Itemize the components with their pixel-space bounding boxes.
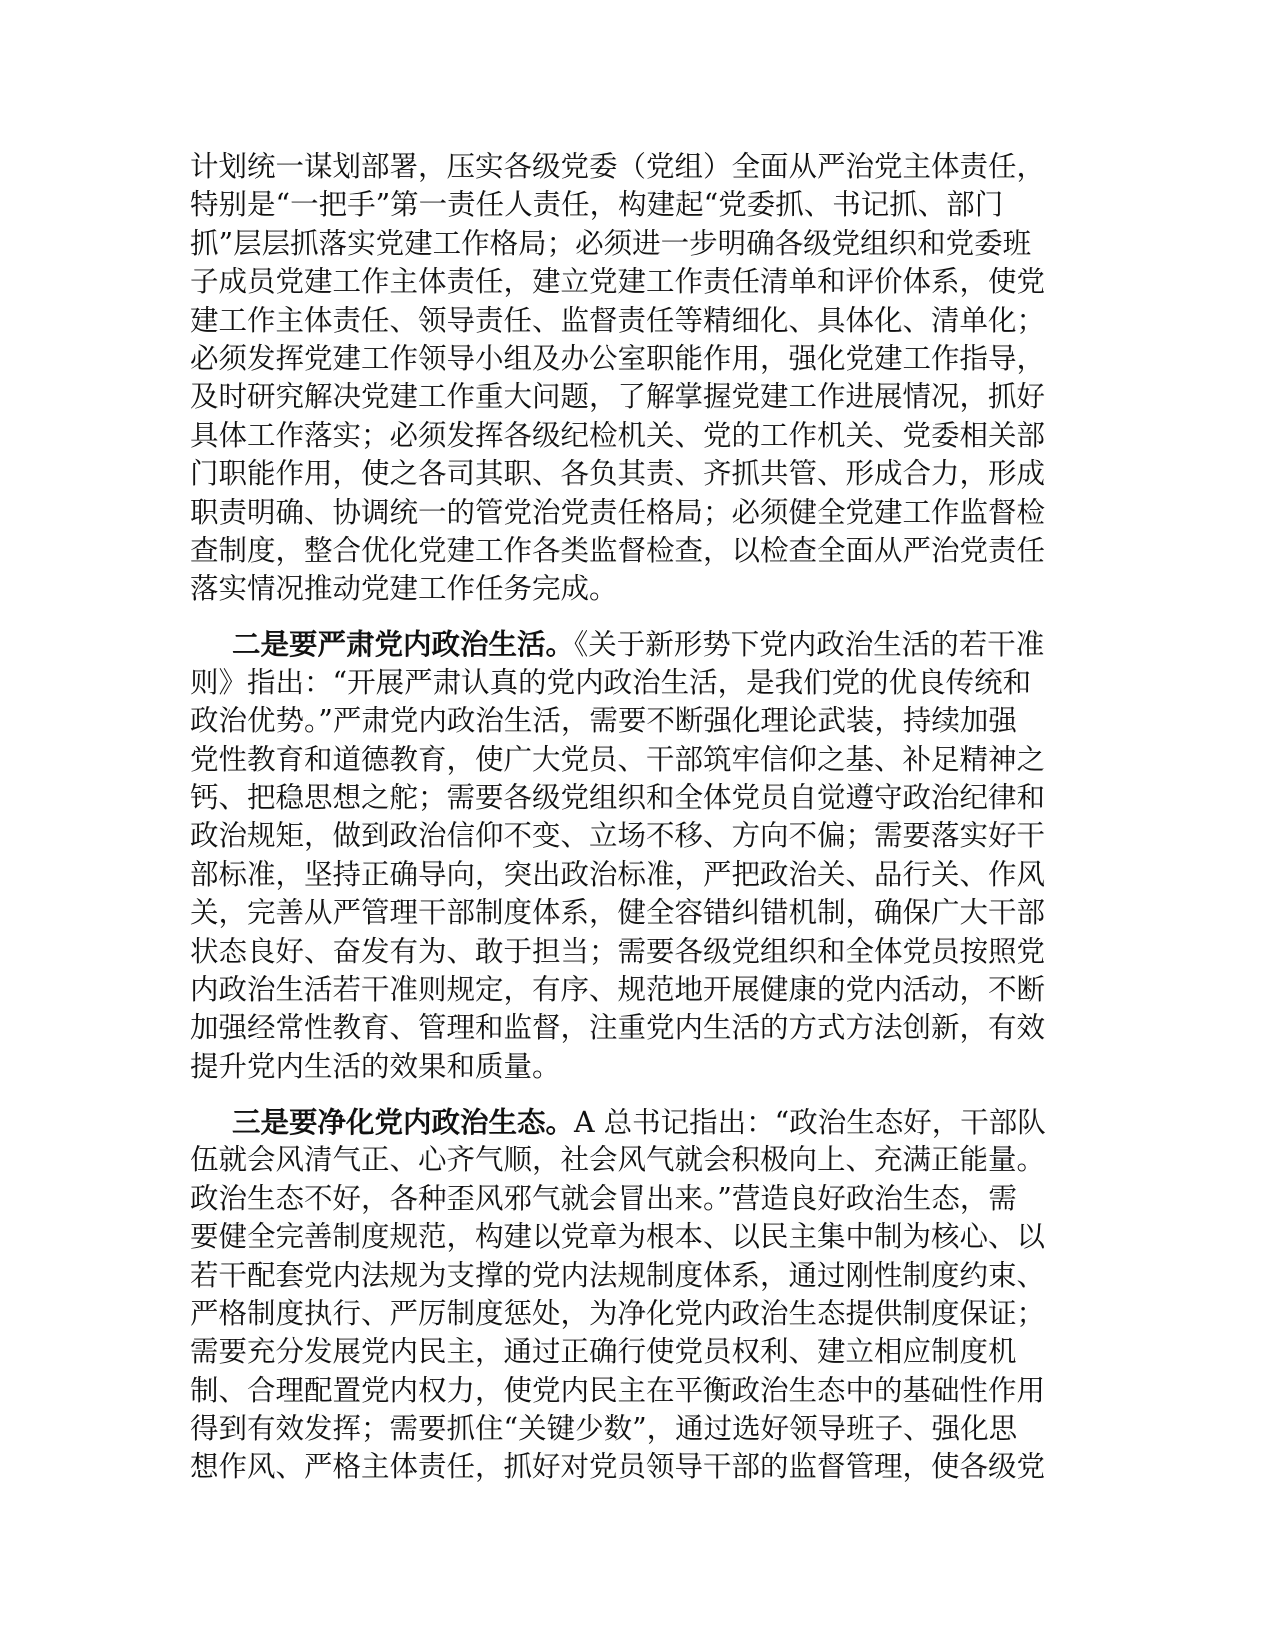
text-line: 职责明确、协调统一的管党治党责任格局；必须健全党建工作监督检 [190,495,1046,529]
text-line [190,1103,1090,1141]
text-line: 得到有效发挥；需要抓住“关键少数”，通过选好领导班子、强化思 [190,1412,1018,1446]
text-line: 建工作主体责任、领导责任、监督责任等精细化、具体化、清单化； [190,303,1046,337]
paragraph-2 [190,625,1090,1086]
text-line: 政治规矩，做到政治信仰不变、立场不移、方向不偏；需要落实好干 [190,819,1046,853]
paragraph-3 [190,1103,1090,1487]
text-line: 加强经常性教育、管理和监督，注重党内生活的方式方法创新，有效 [190,1011,1046,1045]
text-line: 若干配套党内法规为支撑的党内法规制度体系，通过刚性制度约束、 [190,1258,1046,1292]
text-line: 要健全完善制度规范，构建以党章为根本、以民主集中制为核心、以 [190,1220,1046,1254]
document-body [190,148,1090,1487]
text-line: 制、合理配置党内权力，使党内民主在平衡政治生态中的基础性作用 [190,1373,1046,1407]
text-line: 状态良好、奋发有为、敢于担当；需要各级党组织和全体党员按照党 [190,934,1046,968]
text-line: 党性教育和道德教育，使广大党员、干部筑牢信仰之基、补足精神之 [190,742,1046,776]
text-run: 《关于新形势下党内政治生活的若干准 [574,628,1045,662]
text-line: 具体工作落实；必须发挥各级纪检机关、党的工作机关、党委相关部 [190,418,1046,452]
text-line: 伍就会风清气正、心齐气顺，社会风气就会积极向上、充满正能量。 [190,1143,1046,1177]
text-line: 提升党内生活的效果和质量。 [190,1049,561,1083]
text-line: 政治优势。”严肃党内政治生活，需要不断强化理论武装，持续加强 [190,704,1017,738]
text-line: 则》指出：“开展严肃认真的党内政治生活，是我们党的优良传统和 [190,665,1032,699]
text-line: 关，完善从严管理干部制度体系，健全容错纠错机制，确保广大干部 [190,896,1046,930]
text-line: 抓”层层抓落实党建工作格局；必须进一步明确各级党组织和党委班 [190,226,1032,260]
text-line: 部标准，坚持正确导向，突出政治标准，严把政治关、品行关、作风 [190,857,1046,891]
text-line: 子成员党建工作主体责任，建立党建工作责任清单和评价体系，使党 [190,265,1046,299]
text-line: 落实情况推动党建工作任务完成。 [190,572,618,606]
text-line: 想作风、严格主体责任，抓好对党员领导干部的监督管理，使各级党 [190,1450,1046,1484]
text-line: 计划统一谋划部署，压实各级党委（党组）全面从严治党主体责任， [190,150,1046,183]
text-line: 内政治生活若干准则规定，有序、规范地开展健康的党内活动，不断 [190,973,1046,1006]
text-line: 需要充分发展党内民主，通过正确行使党员权利、建立相应制度机 [190,1335,1017,1369]
text-line [190,625,1090,663]
text-line: 钙、把稳思想之舵；需要各级党组织和全体党员自觉遵守政治纪律和 [190,781,1046,815]
text-line: 门职能作用，使之各司其职、各负其责、齐抓共管、形成合力，形成 [190,457,1046,491]
paragraph-heading: 三是要净化党内政治生态。 [232,1104,575,1139]
text-line: 特别是“一把手”第一责任人责任，构建起“党委抓、书记抓、部门 [190,188,1004,222]
text-line: 政治生态不好，各种歪风邪气就会冒出来。”营造良好政治生态，需 [190,1181,1017,1215]
text-line: 及时研究解决党建工作重大问题，了解掌握党建工作进展情况，抓好 [190,380,1046,414]
text-run: A 总书记指出：“政治生态好，干部队 [574,1105,1046,1139]
text-line: 查制度，整合优化党建工作各类监督检查，以检查全面从严治党责任 [190,533,1046,567]
paragraph-heading: 二是要严肃党内政治生活。 [232,627,575,662]
text-line: 必须发挥党建工作领导小组及办公室职能作用，强化党建工作指导， [190,341,1046,375]
paragraph-1 [190,148,1090,609]
text-line: 严格制度执行、严厉制度惩处，为净化党内政治生态提供制度保证； [190,1296,1046,1330]
